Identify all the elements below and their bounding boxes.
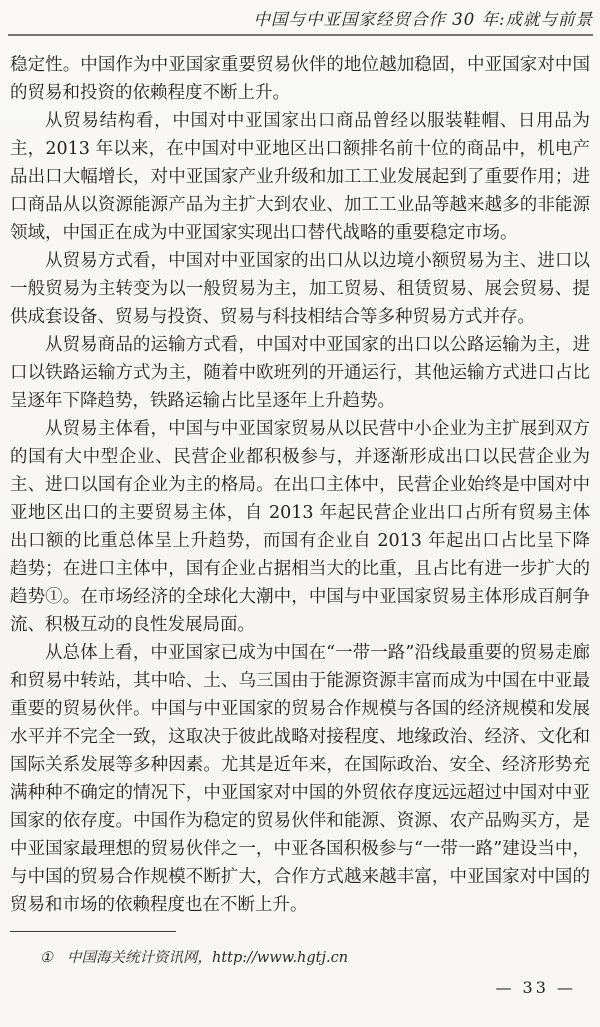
body-text: [10, 51, 590, 919]
body-paragraph: 稳定性。中国作为中亚国家重要贸易伙伴的地位越加稳固，中亚国家对中国的贸易和投资的依赖程度不断上升。: [10, 55, 590, 103]
running-header-title: 中国与中亚国家经贸合作 30 年:成就与前景: [253, 10, 593, 29]
footnote-divider: [10, 931, 176, 932]
header-rule-divider: [8, 34, 593, 36]
footnote-text: 中国海关统计资讯网，http://www.hgtj.cn: [67, 950, 349, 966]
body-paragraph: 从总体上看，中亚国家已成为中国在“一带一路”沿线最重要的贸易走廊和贸易中转站，其中哈、土、乌三国由于能源资源丰富而成为中国在中亚最重要的贸易伙伴。中国与中亚国家的贸易合作规模与各国的经济规模和发展水平并不完全一致，这取决于彼此战略对接程度、地缘政治、经济、文化和国际关系发展等多种因素。尤其是近年来，在国际政治、安全、经济形势充满种种不确定的情况下，中亚国家对中国的外贸依存度远远超过中国对中亚国家的依存度。中国作为稳定的贸易伙伴和能源、资源、农产品购买方，是中亚国家最理想的贸易伙伴之一，中亚各国积极参与“一带一路”建设当中，与中国的贸易合作规模不断扩大，合作方式越来越丰富，中亚国家对中国的贸易和市场的依赖程度也在不断上升。: [10, 643, 590, 915]
body-paragraph: 从贸易结构看，中国对中亚国家出口商品曾经以服装鞋帽、日用品为主，2013 年以来，在中国对中亚地区出口额排名前十位的商品中，机电产品出口大幅增长，对中亚国家产业升级和加工工业发展起到了重要作用；进口商品从以资源能源产品为主扩大到农业、加工工业品等越来越多的非能源领域，中国正在成为中亚国家实现出口替代战略的重要稳定市场。: [10, 111, 590, 243]
running-header: [8, 8, 593, 36]
footnote-marker: ①: [40, 950, 53, 966]
page-number: — 33 —: [495, 978, 576, 997]
footnote: [10, 947, 600, 969]
body-paragraph: 从贸易商品的运输方式看，中国对中亚国家的出口以公路运输为主，进口以铁路运输方式为主，随着中欧班列的开通运行，其他运输方式进口占比呈逐年下降趋势，铁路运输占比呈逐年上升趋势。: [10, 335, 590, 411]
body-paragraph: 从贸易主体看，中国与中亚国家贸易从以民营中小企业为主扩展到双方的国有大中型企业、民营企业都积极参与，并逐渐形成出口以民营企业为主、进口以国有企业为主的格局。在出口主体中，民营企业始终是中国对中亚地区出口的主要贸易主体，自 2013 年起民营企业出口占所有贸易主体出口额的比重总体呈上升趋势，而国有企业自 2013 年起出口占比呈下降趋势；在进口主体中，国有企业占据相当大的比重，且占比有进一步扩大的趋势①。在市场经济的全球化大潮中，中国与中亚国家贸易主体形成百舸争流、积极互动的良性发展局面。: [10, 419, 590, 635]
body-paragraph: 从贸易方式看，中国对中亚国家的出口从以边境小额贸易为主、进口以一般贸易为主转变为以一般贸易为主，加工贸易、租赁贸易、展会贸易、提供成套设备、贸易与投资、贸易与科技相结合等多种贸易方式并存。: [10, 251, 590, 327]
